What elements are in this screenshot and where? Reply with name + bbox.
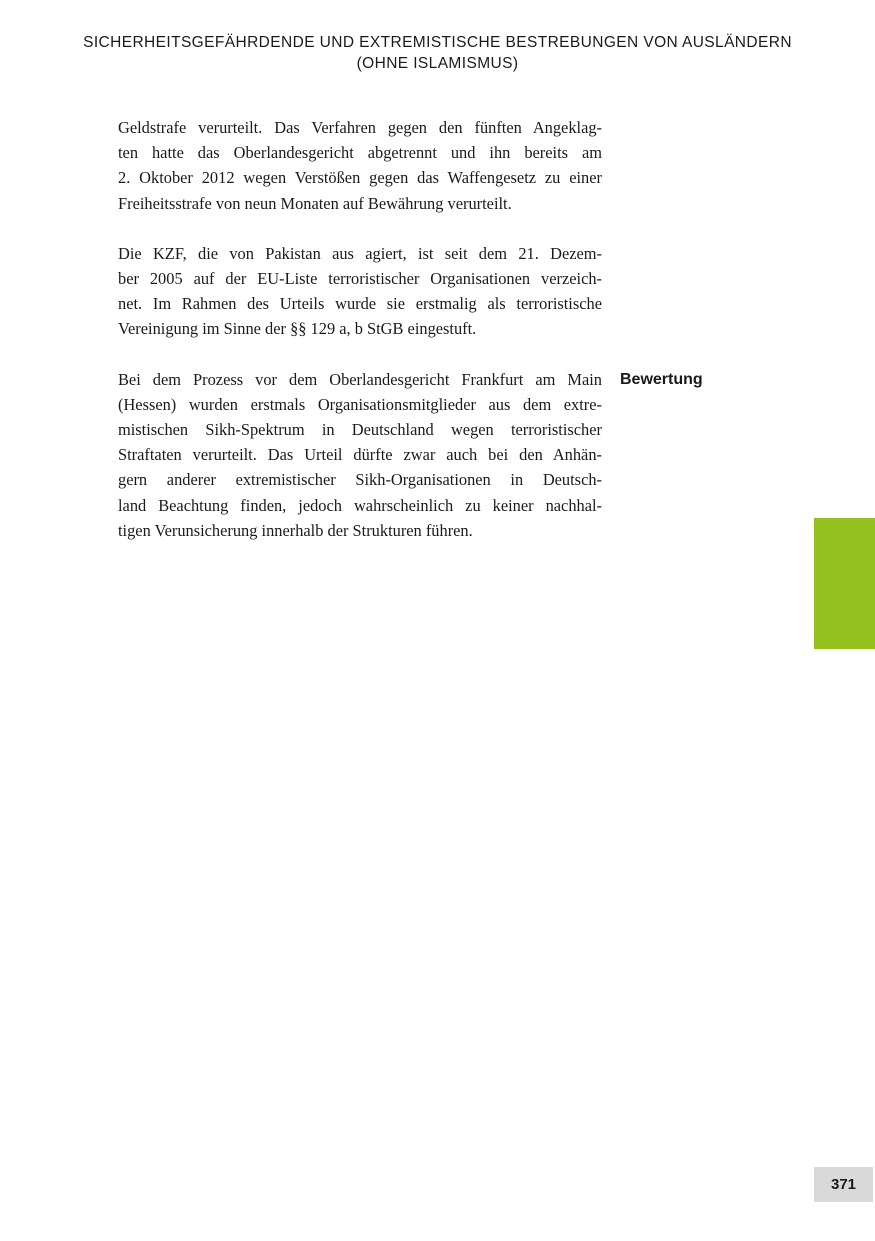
- text-line: 2. Oktober 2012 wegen Verstößen gegen das Waffengesetz zu einer: [118, 168, 602, 188]
- paragraph-verdict-continuation: [118, 115, 602, 216]
- chapter-thumb-tab: [814, 518, 875, 649]
- text-line: Bei dem Prozess vor dem Oberlandesgericht Frankfurt am Main: [118, 369, 602, 389]
- text-line: Die KZF, die von Pakistan aus agiert, ist seit dem 21. Dezem-: [118, 243, 602, 263]
- text-line: net. Im Rahmen des Urteils wurde sie erstmalig als terroristische: [118, 294, 602, 314]
- page-number: 371: [814, 1167, 873, 1202]
- text-line: mistischen Sikh-Spektrum in Deutschland wegen terroristischer: [118, 420, 602, 440]
- text-line: tigen Verunsicherung innerhalb der Strukturen führen.: [118, 520, 473, 540]
- paragraph-kzf-listing: [118, 241, 602, 342]
- text-line: gern anderer extremistischer Sikh-Organisationen in Deutsch-: [118, 470, 602, 490]
- text-line: Vereinigung im Sinne der §§ 129 a, b StGB eingestuft.: [118, 319, 477, 339]
- running-header: [0, 32, 875, 74]
- text-line: ten hatte das Oberlandesgericht abgetrennt und ihn bereits am: [118, 143, 602, 163]
- text-line: ber 2005 auf der EU-Liste terroristischer Organisationen verzeich-: [118, 269, 602, 289]
- text-line: land Beachtung finden, jedoch wahrscheinlich zu keiner nachhal-: [118, 495, 602, 515]
- margin-note-bewertung: Bewertung: [620, 371, 703, 388]
- text-line: Freiheitsstrafe von neun Monaten auf Bewährung verurteilt.: [118, 193, 512, 213]
- paragraph-assessment: [118, 367, 602, 543]
- running-header-line-1: SICHERHEITSGEFÄHRDENDE UND EXTREMISTISCHE BESTREBUNGEN VON AUSLÄNDERN: [83, 34, 792, 51]
- text-line: Geldstrafe verurteilt. Das Verfahren gegen den fünften Angeklag-: [118, 118, 602, 137]
- body-text-column: [118, 115, 602, 568]
- text-line: Straftaten verurteilt. Das Urteil dürfte zwar auch bei den Anhän-: [118, 445, 602, 465]
- text-line: (Hessen) wurden erstmals Organisationsmitglieder aus dem extre-: [118, 394, 602, 414]
- running-header-line-2: (OHNE ISLAMISMUS): [356, 55, 519, 72]
